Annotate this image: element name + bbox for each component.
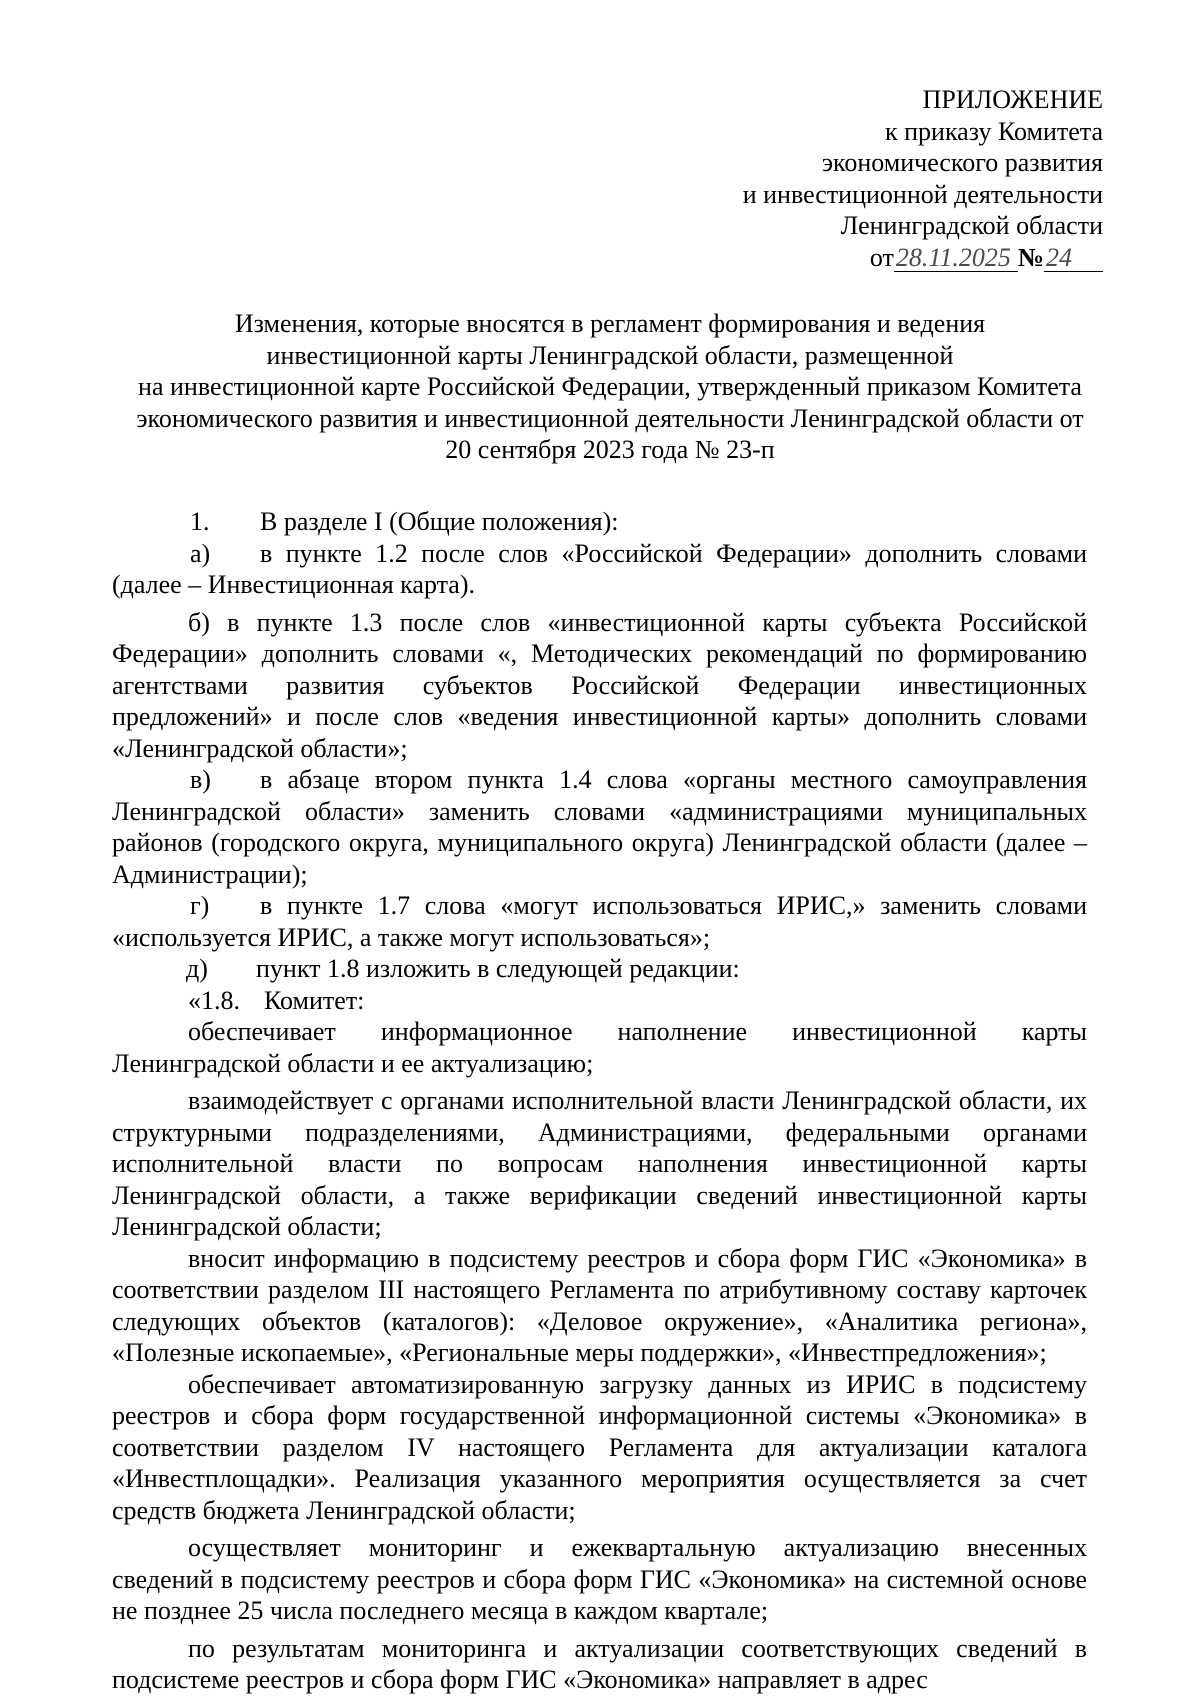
paragraph-clause-1-8: [112, 985, 1087, 1017]
appendix-order-ref: к приказу Комитета: [884, 116, 1103, 146]
item-marker: в): [190, 765, 211, 794]
paragraph-text: в пункте 1.7 слова «могут использоваться ИРИС,» заменить словами «используется ИРИС, а также могут использоваться»;: [112, 891, 1087, 952]
paragraph-text: в абзаце втором пункта 1.4 слова «органы местного самоуправления Ленинградской области» заменить словами «администрациями муниципальных районов (городского округа, муниципального округа) Ленинградской области (далее – Администрации);: [112, 765, 1087, 889]
paragraph-item-g: [112, 890, 1087, 953]
order-number: 24: [1044, 245, 1103, 272]
appendix-title: ПРИЛОЖЕНИЕ: [922, 85, 1103, 114]
paragraph-item-a: [112, 538, 1087, 601]
paragraph-text: в пункте 1.2 после слов «Российской Федерации» дополнить словами (далее – Инвестиционная карта).: [112, 538, 1087, 599]
paragraph-item-b: б) в пункте 1.3 после слов «инвестиционной карты субъекта Российской Федерации» дополнить словами «, Методических рекомендаций по формированию агентствами развития субъектов Российской Федерации инвестиционных предложений» и после слов «ведения инвестиционной карты» дополнить словами «Ленинградской области»;: [112, 607, 1087, 763]
item-marker: 1.: [190, 507, 210, 536]
title-line: Изменения, которые вносятся в регламент формирования и ведения: [234, 309, 986, 338]
date-prefix: от: [869, 242, 894, 272]
paragraph-committee-duty: обеспечивает автоматизированную загрузку данных из ИРИС в подсистему реестров и сбора форм государственной информационной системы «Экономика» в соответствии разделом IV настоящего Регламента для актуализации каталога «Инвестплощадки». Реализация указанного мероприятия осуществляется за счет средств бюджета Ленинградской области;: [112, 1369, 1087, 1525]
number-sign: №: [1017, 242, 1044, 272]
document-body: [112, 506, 1087, 1696]
paragraph-text: В разделе I (Общие положения):: [260, 507, 619, 536]
paragraph-item-v: [112, 764, 1087, 890]
paragraph-text: Комитет:: [264, 985, 365, 1015]
appendix-header: [743, 84, 1103, 273]
item-marker: д): [186, 954, 208, 983]
paragraph-committee-duty: вносит информацию в подсистему реестров и сбора форм ГИС «Экономика» в соответствии разделом III настоящего Регламента по атрибутивному составу карточек следующих объектов (каталогов): «Деловое окружение», «Аналитика региона», «Полезные ископаемые», «Региональные меры поддержки», «Инвестпредложения»;: [112, 1243, 1087, 1367]
paragraph-item-d: [112, 953, 1087, 985]
title-line: на инвестиционной карте Российской Федерации, утвержденный приказом Комитета: [138, 372, 1082, 401]
title-line: инвестиционной карты Ленинградской области, размещенной: [266, 340, 954, 370]
item-marker: г): [190, 891, 210, 920]
title-line: экономического развития и инвестиционной деятельности Ленинградской области от: [136, 403, 1084, 433]
paragraph-section-1: [112, 506, 1087, 538]
document-title: [110, 308, 1110, 466]
paragraph-committee-duty: по результатам мониторинга и актуализации соответствующих сведений в подсистеме реестров и сбора форм ГИС «Экономика» направляет в адрес: [112, 1633, 1087, 1694]
order-date: 28.11.2025: [894, 245, 1018, 272]
title-line: 20 сентября 2023 года № 23-п: [445, 435, 775, 464]
appendix-committee-line: и инвестиционной деятельности: [742, 179, 1103, 209]
paragraph-text: пункт 1.8 изложить в следующей редакции:: [256, 954, 740, 983]
appendix-region: Ленинградской области: [840, 211, 1103, 240]
item-marker: «1.8.: [188, 985, 240, 1015]
appendix-date-line: [743, 242, 1103, 274]
paragraph-committee-duty: обеспечивает информационное наполнение инвестиционной карты Ленинградской области и ее актуализацию;: [112, 1017, 1087, 1078]
appendix-committee-line: экономического развития: [821, 148, 1103, 177]
paragraph-committee-duty: осуществляет мониторинг и ежеквартальную актуализацию внесенных сведений в подсистему реестров и сбора форм ГИС «Экономика» на системной основе не позднее 25 числа последнего месяца в каждом квартале;: [112, 1533, 1087, 1625]
item-marker: а): [190, 538, 211, 568]
paragraph-committee-duty: взаимодействует с органами исполнительной власти Ленинградской области, их структурными подразделениями, Администрациями, федеральными органами исполнительной власти по вопросам наполнения инвестиционной карты Ленинградской области, а также верификации сведений инвестиционной карты Ленинградской области;: [112, 1086, 1087, 1241]
